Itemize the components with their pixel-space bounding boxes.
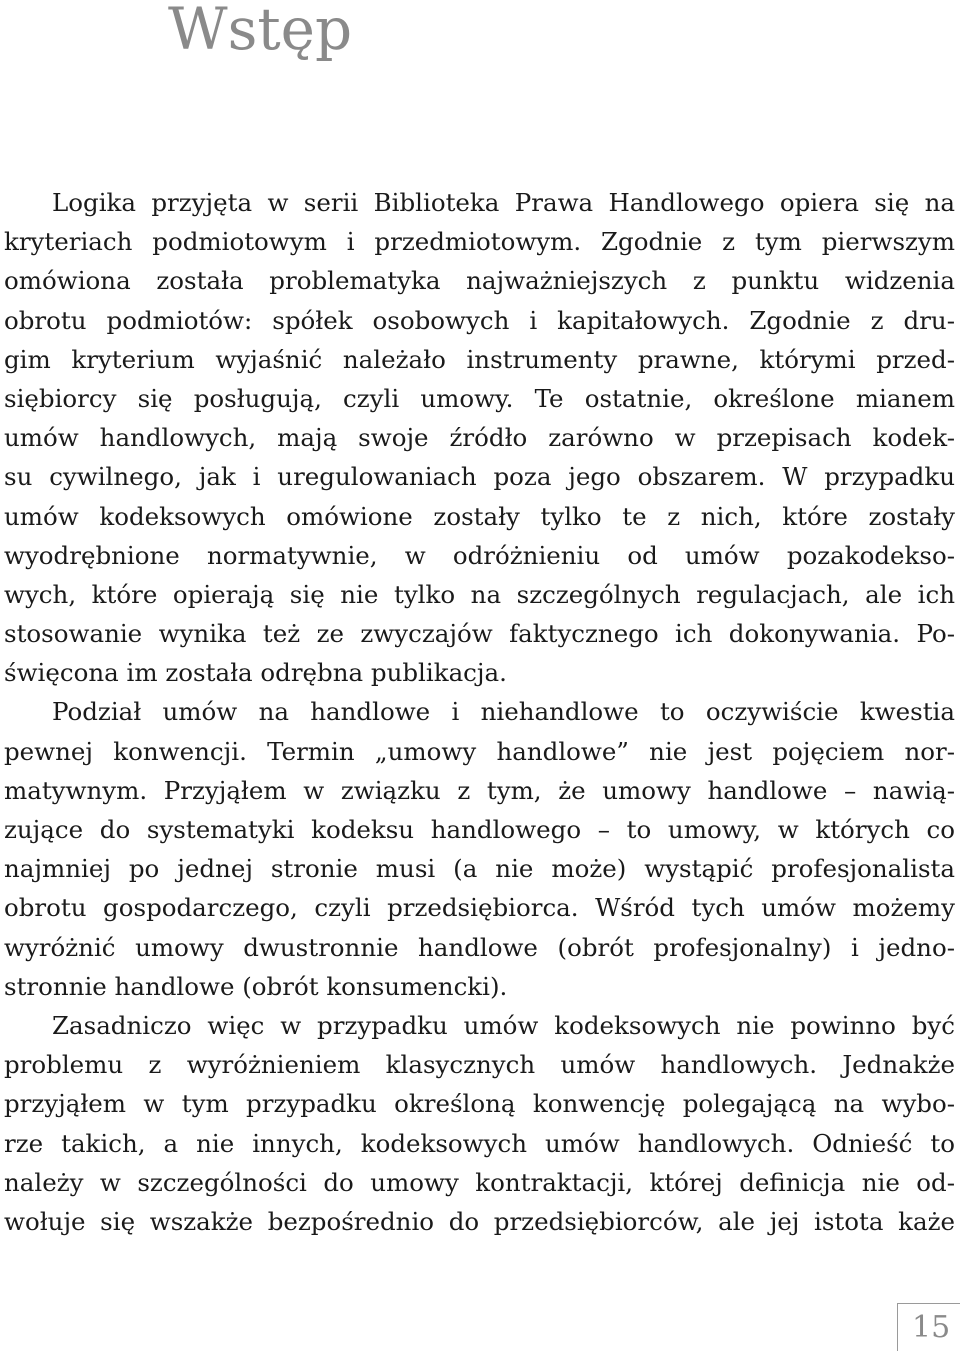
text-line: stronnie handlowe (obrót konsumencki). <box>4 971 508 1001</box>
text-line: su cywilnego, jak i uregulowaniach poza jego obszarem. W przypadku <box>4 462 955 492</box>
text-line: wyróżnić umowy dwustronnie handlowe (obrót profesjonalny) i jedno- <box>4 932 955 962</box>
text-line: stosowanie wynika też ze zwyczajów faktycznego ich dokonywania. Po- <box>4 619 955 649</box>
text-line: umów kodeksowych omówione zostały tylko te z nich, które zostały <box>4 501 955 531</box>
page-number: 15 <box>912 1310 951 1345</box>
text-line: święcona im została odrębna publikacja. <box>4 658 507 688</box>
text-line: problemu z wyróżnieniem klasycznych umów handlowych. Jednakże <box>4 1050 955 1080</box>
text-line: należy w szczególności do umowy kontraktacji, której definicja nie od- <box>4 1167 955 1197</box>
text-line: rze takich, a nie innych, kodeksowych umów handlowych. Odnieść to <box>4 1128 955 1158</box>
page-number-frame <box>897 1303 960 1351</box>
page-title: Wstęp <box>168 0 353 63</box>
text-line: przyjąłem w tym przypadku określoną konwencję polegającą na wybo- <box>4 1089 955 1119</box>
text-line: pewnej konwencji. Termin „umowy handlowe” nie jest pojęciem nor- <box>4 736 955 766</box>
text-line: zujące do systematyki kodeksu handlowego – to umowy, w których co <box>4 815 955 844</box>
paragraph <box>4 183 955 692</box>
text-line: kryteriach podmiotowym i przedmiotowym. Zgodnie z tym pierwszym <box>4 227 955 257</box>
text-line: Logika przyjęta w serii Biblioteka Prawa Handlowego opiera się na <box>52 188 955 217</box>
text-line: obrotu podmiotów: spółek osobowych i kapitałowych. Zgodnie z dru- <box>4 305 955 335</box>
text-line: najmniej po jednej stronie musi (a nie może) wystąpić profesjonalista <box>4 854 955 884</box>
text-line: obrotu gospodarczego, czyli przedsiębiorca. Wśród tych umów możemy <box>4 893 955 923</box>
text-line: wych, które opierają się nie tylko na szczególnych regulacjach, ale ich <box>4 579 955 609</box>
text-line: wyodrębnione normatywnie, w odróżnieniu od umów pozakodekso- <box>4 540 955 570</box>
text-line: wołuje się wszakże bezpośrednio do przedsiębiorców, ale jej istota każe <box>4 1206 955 1236</box>
text-line: umów handlowych, mają swoje źródło zarówno w przepisach kodek- <box>4 423 955 453</box>
text-line: Zasadniczo więc w przypadku umów kodeksowych nie powinno być <box>52 1010 955 1040</box>
text-line: Podział umów na handlowe i niehandlowe to oczywiście kwestia <box>52 697 955 727</box>
text-line: omówiona została problematyka najważniejszych z punktu widzenia <box>4 266 955 296</box>
text-line: matywnym. Przyjąłem w związku z tym, że umowy handlowe – nawią- <box>4 775 955 805</box>
body-text <box>4 183 955 1241</box>
text-line: gim kryterium wyjaśnić należało instrumenty prawne, którymi przed- <box>4 344 955 374</box>
paragraph <box>4 1006 955 1241</box>
text-line: siębiorcy się posługują, czyli umowy. Te ostatnie, określone mianem <box>4 383 955 413</box>
paragraph <box>4 692 955 1006</box>
